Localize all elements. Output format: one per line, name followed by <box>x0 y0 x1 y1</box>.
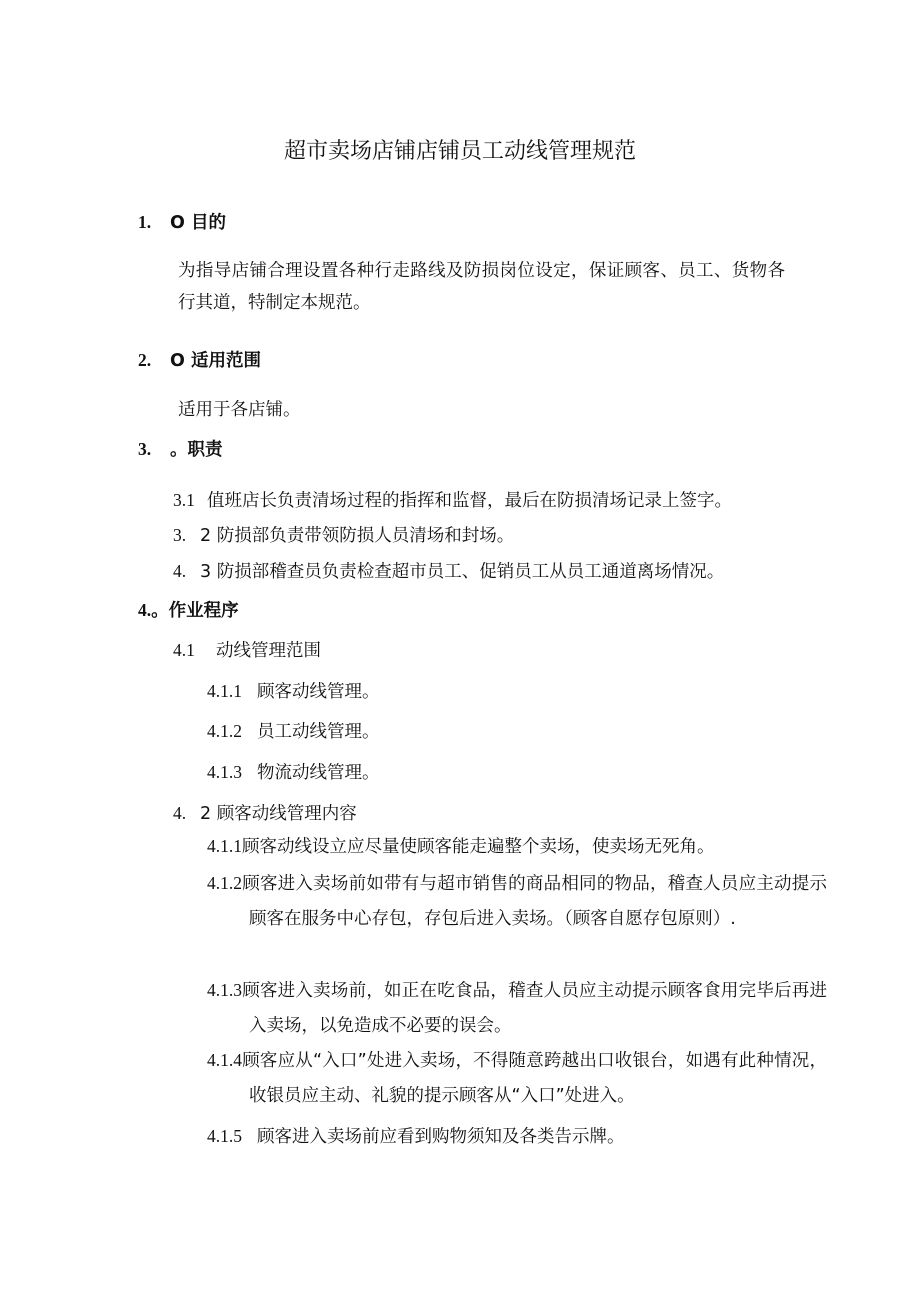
responsibility-text: 3 防损部稽查员负责检查超市员工、促销员工从员工通道离场情况。 <box>200 562 725 582</box>
section-3-title: 。职责 <box>170 440 223 460</box>
subsection-title: 动线管理范围 <box>216 641 321 661</box>
section-1-number: 1. <box>138 212 152 232</box>
section-1-heading <box>138 210 226 235</box>
section-3-heading <box>138 437 223 462</box>
content-text: 顾客应从“入口”处进入卖场，不得随意跨越出口收银台，如遇有此种情况，收银员应主动、礼貌的提示顾客从“入口”处进入。 <box>242 1051 827 1106</box>
content-text: 顾客进入卖场前如带有与超市销售的商品相同的物品，稽查人员应主动提示顾客在服务中心存包，存包后进入卖场。（顾客自愿存包原则）. <box>242 874 827 929</box>
content-item <box>207 1124 625 1149</box>
section-3-number: 3. <box>138 439 152 459</box>
responsibility-text: 2 防损部负责带领防损人员清场和封场。 <box>200 526 515 546</box>
scope-text: 顾客动线管理。 <box>257 682 380 702</box>
content-code: 4.1.3 <box>207 980 242 1000</box>
section-1-body: 为指导店铺合理设置各种行走路线及防损岗位设定，保证顾客、员工、货物各行其道，特制定本规范。 <box>178 261 785 313</box>
section-2-number: 2. <box>138 350 152 370</box>
responsibility-item <box>173 559 724 584</box>
content-code: 4.1.5 <box>207 1126 242 1146</box>
subsection-4-2-heading <box>173 801 357 826</box>
scope-code: 4.1.3 <box>207 762 242 782</box>
responsibility-code: 3.1 <box>173 490 195 510</box>
content-code: 4.1.4 <box>207 1050 242 1070</box>
subsection-code: 4. <box>173 803 187 823</box>
scope-item <box>207 760 380 785</box>
scope-text: 员工动线管理。 <box>257 722 380 742</box>
content-text: 顾客进入卖场前，如正在吃食品，稽查人员应主动提示顾客食用完毕后再进入卖场，以免造成不必要的误会。 <box>242 981 827 1036</box>
responsibility-item <box>173 488 732 513</box>
subsection-4-1-heading <box>173 638 321 663</box>
scope-text: 物流动线管理。 <box>257 763 380 783</box>
scope-item <box>207 719 380 744</box>
subsection-code: 4.1 <box>173 640 195 660</box>
content-item <box>207 866 827 937</box>
content-code: 4.1.2 <box>207 873 242 893</box>
content-text: 顾客动线设立应尽量使顾客能走遍整个卖场，使卖场无死角。 <box>242 837 715 857</box>
section-2-title: O 适用范围 <box>170 351 261 371</box>
responsibility-code: 3. <box>173 525 187 545</box>
content-item <box>207 829 827 865</box>
section-4-number: 4. <box>138 600 152 620</box>
content-item <box>207 973 827 1044</box>
responsibility-item <box>173 523 514 548</box>
section-1-title: O 目的 <box>170 213 226 233</box>
scope-code: 4.1.2 <box>207 721 242 741</box>
scope-item <box>207 679 380 704</box>
section-4-title: 。作业程序 <box>151 601 239 621</box>
section-2-body: 适用于各店铺。 <box>178 400 301 420</box>
content-text: 顾客进入卖场前应看到购物须知及各类告示牌。 <box>257 1127 625 1147</box>
section-2-heading <box>138 348 261 373</box>
scope-code: 4.1.1 <box>207 681 242 701</box>
responsibility-code: 4. <box>173 561 187 581</box>
content-item <box>207 1043 827 1114</box>
subsection-title: 2 顾客动线管理内容 <box>200 804 357 824</box>
document-title: 超市卖场店铺店铺员工动线管理规范 <box>283 139 636 164</box>
content-code: 4.1.1 <box>207 836 242 856</box>
section-4-heading <box>138 598 239 623</box>
responsibility-text: 值班店长负责清场过程的指挥和监督，最后在防损清场记录上签字。 <box>207 491 732 511</box>
